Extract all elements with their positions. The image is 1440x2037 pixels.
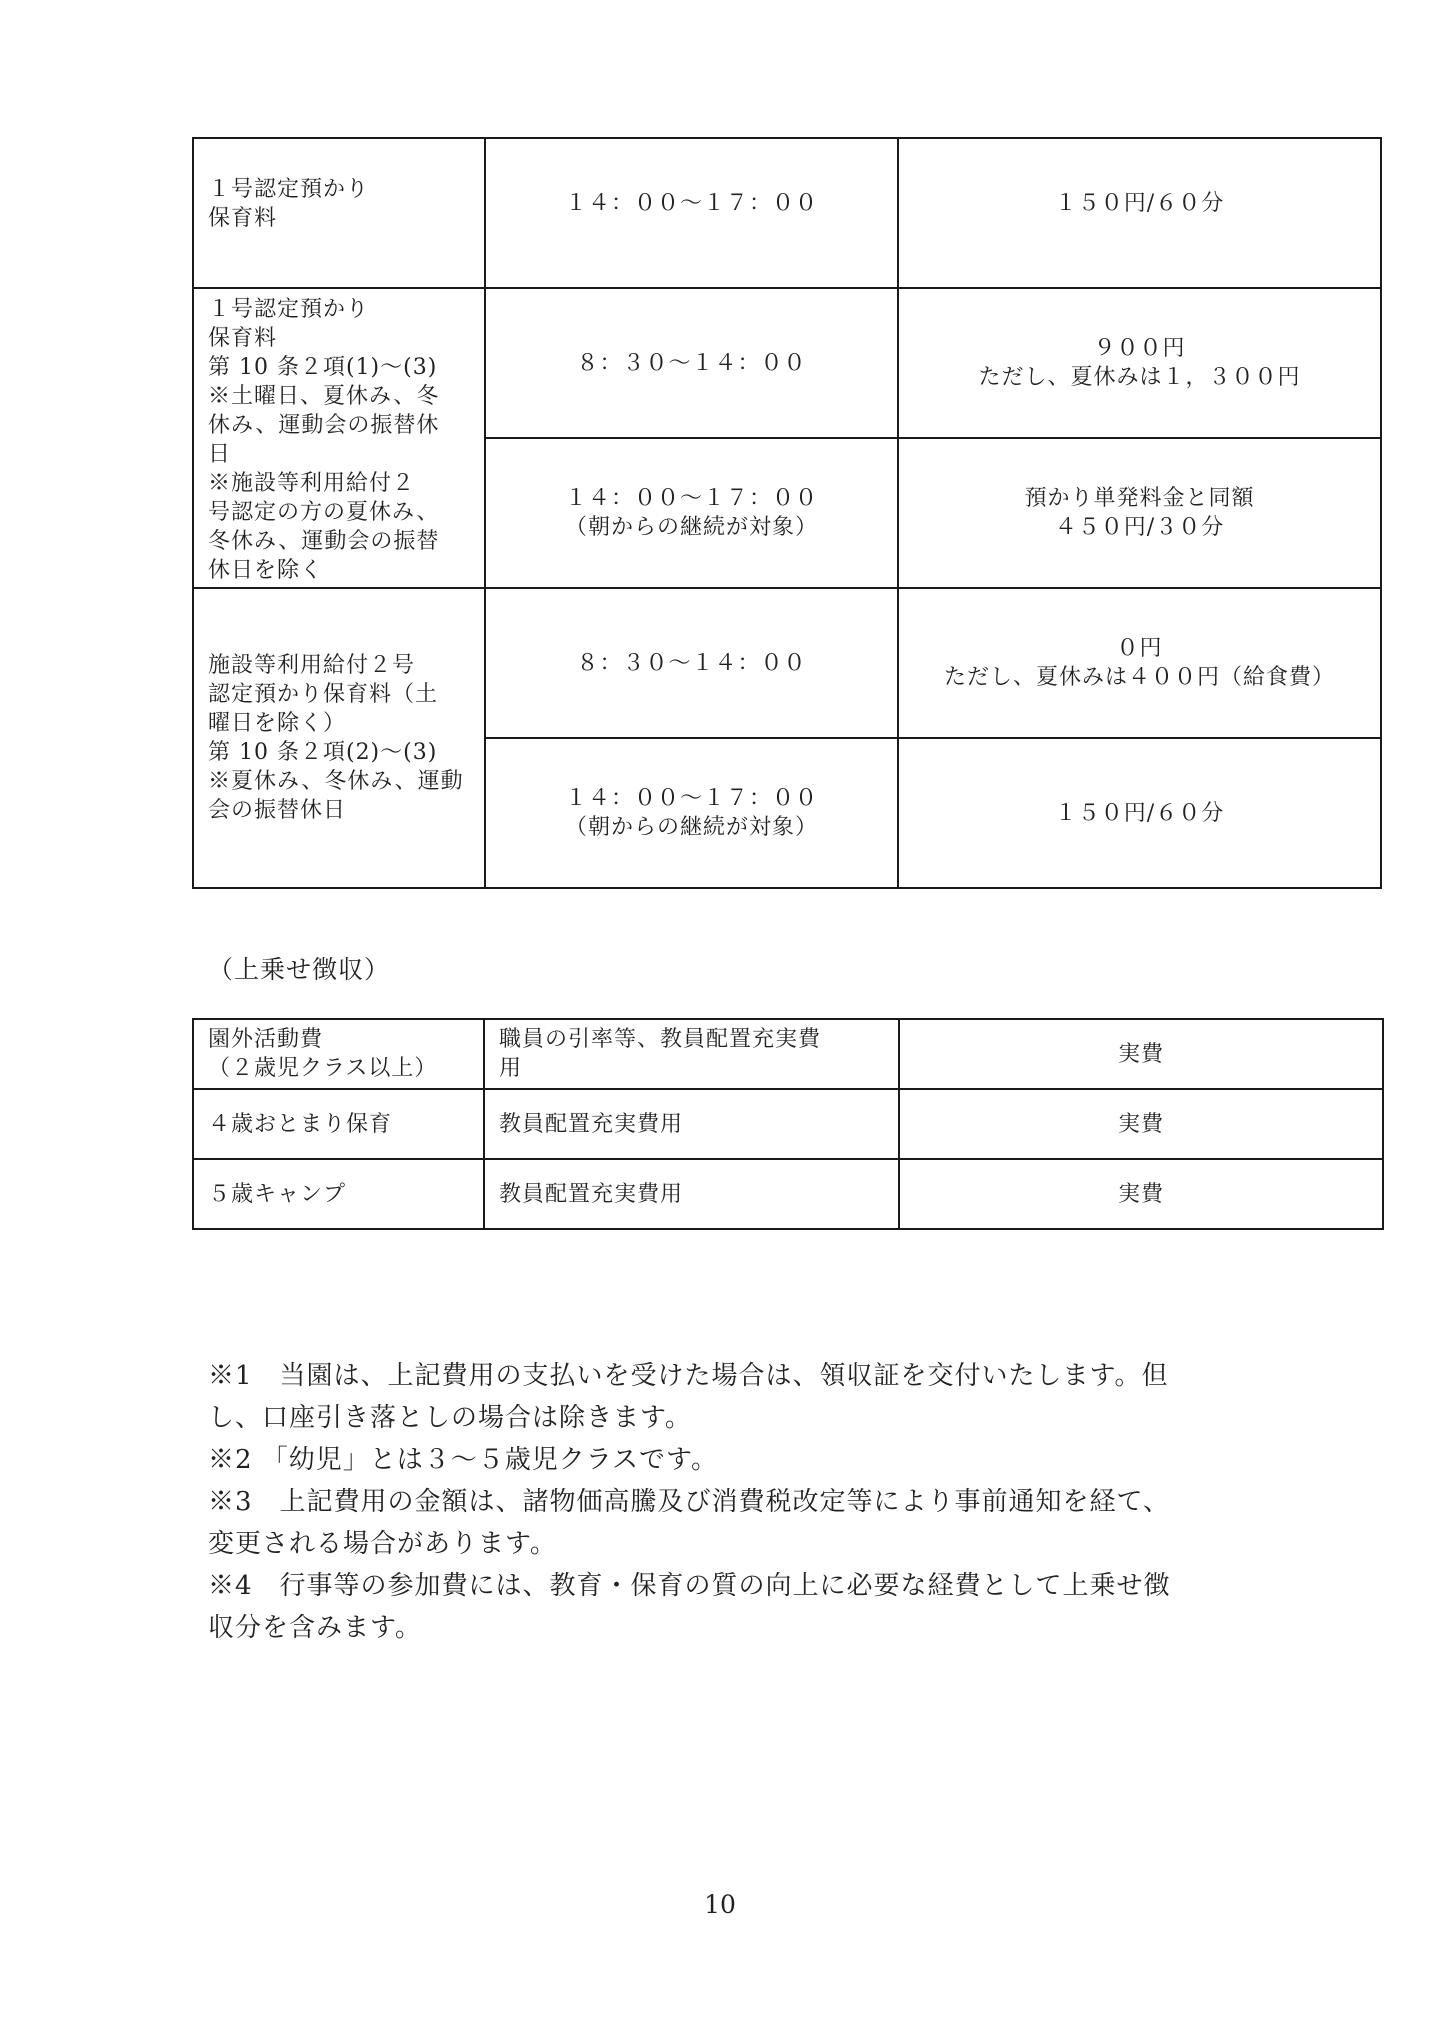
- childcare-fee-table: [192, 137, 1382, 889]
- amount-text: 実費: [1117, 1041, 1164, 1067]
- fee-cell: [898, 138, 1381, 288]
- item-cell: [193, 1159, 484, 1229]
- amount-cell: [899, 1019, 1383, 1089]
- category-cell: [193, 138, 485, 288]
- note-line: ※1 当園は、上記費用の支払いを受けた場合は、領収証を交付いたします。但: [208, 1361, 1169, 1391]
- time-text: １４：００～１７：００ （朝からの継続が対象）: [564, 786, 818, 840]
- note-line: し、口座引き落としの場合は除きます。: [208, 1403, 692, 1433]
- item-cell: [193, 1089, 484, 1159]
- time-text: ８：３０～１４：００: [576, 350, 807, 376]
- time-text: １４：００～１７：００ （朝からの継続が対象）: [564, 486, 818, 540]
- time-cell: [485, 438, 898, 588]
- notes-section: [208, 1355, 1258, 1649]
- amount-cell: [899, 1089, 1383, 1159]
- note-line: ※4 行事等の参加費には、教育・保育の質の向上に必要な経費として上乗せ徴: [208, 1571, 1171, 1601]
- extra-fee-table: [192, 1018, 1384, 1230]
- purpose-cell: [484, 1019, 899, 1089]
- category-cell: [193, 588, 485, 888]
- note-line: ※2 「幼児」とは３～５歳児クラスです。: [208, 1445, 718, 1475]
- fee-text: ０円 ただし、夏休みは４００円（給食費）: [943, 636, 1335, 690]
- note-line: 収分を含みます。: [208, 1613, 422, 1643]
- fee-text: １５０円/６０分: [1054, 800, 1225, 826]
- table-row: [193, 288, 1381, 438]
- category-text: １号認定預かり 保育料 第 10 条２項(1)～(3) ※土曜日、夏休み、冬 休み、運動会の振替休 日 ※施設等利用給付２ 号認定の方の夏休み、 冬休み、運動会の振替 休日を除く: [208, 297, 440, 583]
- table-row: [193, 1089, 1383, 1159]
- amount-cell: [899, 1159, 1383, 1229]
- fee-text: １５０円/６０分: [1054, 190, 1225, 216]
- note-line: ※3 上記費用の金額は、諸物価高騰及び消費税改定等により事前通知を経て、: [208, 1487, 1171, 1517]
- table-row: [193, 1159, 1383, 1229]
- fee-cell: [898, 288, 1381, 438]
- category-text: 施設等利用給付２号 認定預かり保育料（土 曜日を除く） 第 10 条２項(2)～(3) ※夏休み、冬休み、運動 会の振替休日: [208, 653, 464, 823]
- amount-text: 実費: [1117, 1111, 1164, 1137]
- fee-text: ９００円 ただし、夏休みは１，３００円: [978, 336, 1301, 390]
- category-cell: [193, 288, 485, 588]
- fee-cell: [898, 588, 1381, 738]
- purpose-text: 教員配置充実費用: [499, 1181, 684, 1207]
- time-cell: [485, 738, 898, 888]
- purpose-cell: [484, 1089, 899, 1159]
- time-cell: [485, 588, 898, 738]
- fee-cell: [898, 738, 1381, 888]
- page-number: 10: [704, 1890, 736, 1919]
- table-row: [193, 138, 1381, 288]
- table-row: [193, 588, 1381, 738]
- table-row: [193, 1019, 1383, 1089]
- item-text: ４歳おとまり保育: [208, 1111, 393, 1137]
- fee-text: 預かり単発料金と同額 ４５０円/３０分: [1024, 486, 1255, 540]
- time-cell: [485, 288, 898, 438]
- category-text: １号認定預かり 保育料: [208, 177, 370, 231]
- note-line: 変更される場合があります。: [208, 1529, 557, 1559]
- purpose-text: 教員配置充実費用: [499, 1111, 684, 1137]
- item-text: ５歳キャンプ: [208, 1181, 347, 1207]
- time-text: １４：００～１７：００: [564, 190, 818, 216]
- fee-cell: [898, 438, 1381, 588]
- amount-text: 実費: [1117, 1181, 1164, 1207]
- purpose-cell: [484, 1159, 899, 1229]
- time-cell: [485, 138, 898, 288]
- purpose-text: 職員の引率等、教員配置充実費 用: [499, 1027, 822, 1081]
- item-cell: [193, 1019, 484, 1089]
- item-text: 園外活動費 （２歳児クラス以上）: [208, 1027, 438, 1081]
- time-text: ８：３０～１４：００: [576, 650, 807, 676]
- extra-fee-heading: （上乗せ徴収）: [208, 955, 391, 984]
